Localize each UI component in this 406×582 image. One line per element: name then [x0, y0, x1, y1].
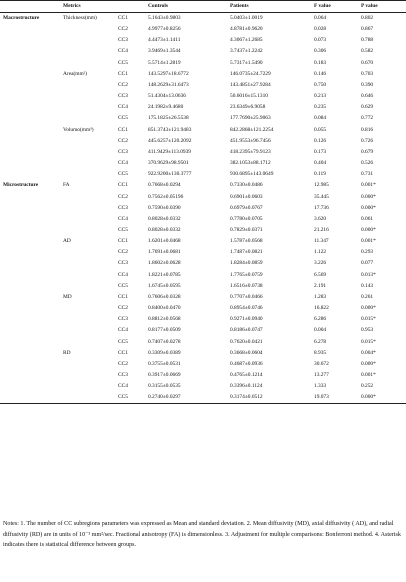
subregion-cell: CC5: [118, 338, 128, 345]
patients-cell: 930.6895±143.0649: [230, 171, 274, 178]
p-value-cell: 0.953: [361, 327, 374, 334]
p-value-cell: 0.867: [361, 26, 374, 33]
patients-cell: 418.2395±79.9123: [230, 148, 271, 155]
patients-cell: 1.7765±0.0759: [230, 271, 263, 278]
p-value-cell: 0.261: [361, 293, 374, 300]
group-cell: [0, 125, 60, 136]
controls-cell: 1.6201±0.0468: [148, 238, 181, 245]
subregion-cell: CC5: [118, 226, 128, 233]
subregion-cell: CC3: [118, 204, 128, 211]
subregion-cell: CC4: [118, 327, 128, 334]
table-row: [0, 58, 406, 69]
group-cell: [0, 147, 60, 158]
f-value-cell: 1.283: [314, 293, 327, 300]
table-row: [0, 303, 406, 314]
metric-cell: [60, 80, 115, 91]
table-row: [0, 113, 406, 124]
table-row: [0, 247, 406, 258]
subregion-cell: CC4: [118, 160, 128, 167]
metric-cell: [60, 169, 115, 180]
subregion-cell: CC1: [118, 238, 128, 245]
metric-cell: Volumo(mm³): [63, 126, 94, 133]
table-row: [0, 203, 406, 214]
group-cell: [0, 359, 60, 370]
f-value-cell: 0.173: [314, 148, 327, 155]
f-value-cell: 0.064: [314, 15, 327, 21]
p-value-cell: 0.077: [361, 260, 374, 267]
controls-cell: 148.2629±31.6473: [148, 81, 189, 88]
patients-cell: 0.6979±0.0767: [230, 204, 263, 211]
group-cell: [0, 281, 60, 292]
metric-cell: [60, 337, 115, 348]
controls-cell: 0.3755±0.0531: [148, 360, 181, 367]
p-value-cell: 0.001*: [361, 372, 376, 378]
controls-cell: 0.8812±0.0568: [148, 316, 181, 323]
metric-cell: [60, 35, 115, 46]
metric-cell: [60, 136, 115, 147]
subregion-cell: CC5: [118, 171, 128, 178]
p-value-cell: 0.582: [361, 48, 374, 55]
p-value-cell: 0.772: [361, 115, 374, 122]
f-value-cell: 0.119: [314, 171, 326, 178]
group-cell: [0, 203, 60, 214]
metric-cell: [60, 158, 115, 169]
controls-cell: 0.7562±0.05196: [148, 193, 184, 200]
column-header: Metrics: [60, 1, 115, 13]
patients-cell: 5.7317±1.5490: [230, 59, 263, 66]
patients-cell: 23.6349±6.9058: [230, 104, 266, 111]
patients-cell: 0.7707±0.0466: [230, 293, 263, 300]
patients-cell: 0.7780±0.0705: [230, 215, 263, 222]
subregion-cell: CC5: [118, 59, 128, 66]
metric-cell: Area(mm²): [63, 70, 88, 77]
subregion-cell: CC2: [118, 81, 128, 88]
f-value-cell: 17.736: [314, 204, 329, 211]
metric-cell: [60, 147, 115, 158]
controls-cell: 3.9469±1.3544: [148, 48, 181, 55]
group-cell: [0, 35, 60, 46]
subregion-cell: CC1: [118, 15, 128, 21]
controls-cell: 175.1825±26.5538: [148, 115, 189, 122]
table-row: [0, 13, 406, 25]
table-row: [0, 381, 406, 392]
controls-cell: 0.7590±0.0390: [148, 204, 181, 211]
controls-cell: 370.9629±98.9501: [148, 160, 189, 167]
patients-cell: 0.7620±0.0421: [230, 338, 263, 345]
header-row: [0, 1, 406, 13]
column-header: Patients: [227, 1, 311, 13]
controls-cell: 922.9200±130.3777: [148, 171, 192, 178]
table-row: [0, 225, 406, 236]
group-cell: [0, 348, 60, 359]
f-value-cell: 0.084: [314, 115, 327, 122]
subregion-cell: CC5: [118, 282, 128, 289]
controls-cell: 0.3309±0.0389: [148, 349, 181, 356]
f-value-cell: 13.277: [314, 372, 329, 378]
group-cell: [0, 314, 60, 325]
f-value-cell: 1.122: [314, 249, 327, 256]
controls-cell: 1.6745±0.0595: [148, 282, 181, 289]
f-value-cell: 8.935: [314, 349, 327, 356]
metric-cell: RD: [63, 349, 71, 356]
controls-cell: 51.4304±13.0636: [148, 93, 186, 100]
p-value-cell: 0.670: [361, 59, 374, 66]
table-row: [0, 214, 406, 225]
group-cell: [0, 102, 60, 113]
f-value-cell: 0.404: [314, 160, 327, 167]
group-cell: [0, 113, 60, 124]
table-row: [0, 35, 406, 46]
metric-cell: [60, 270, 115, 281]
column-header: P value: [358, 1, 406, 13]
subregion-cell: CC3: [118, 372, 128, 378]
metric-cell: Thickness(mm): [63, 15, 97, 21]
column-header: [115, 1, 145, 13]
table-row: [0, 370, 406, 381]
table-row: [0, 359, 406, 370]
f-value-cell: 0.126: [314, 137, 327, 144]
p-value-cell: 0.001*: [361, 238, 376, 245]
group-cell: [0, 192, 60, 203]
patients-cell: 0.3174±0.0512: [227, 392, 311, 404]
p-value-cell: 0.703: [361, 70, 374, 77]
table-row: [0, 46, 406, 57]
table-row: [0, 180, 406, 191]
p-value-cell: 0.802: [361, 15, 374, 21]
patients-cell: 0.3396±0.1124: [230, 383, 263, 390]
patients-cell: 4.3067±1.2685: [230, 37, 263, 44]
group-cell: Macrostructure: [3, 15, 40, 21]
p-value-cell: 0.731: [361, 171, 374, 178]
table-row: [0, 348, 406, 359]
patients-cell: 0.7829±0.0371: [230, 226, 263, 233]
controls-cell: 5.5714±1.2819: [148, 59, 181, 66]
p-value-cell: 0.000*: [361, 226, 376, 233]
controls-cell: 4.4473±1.1411: [148, 37, 181, 44]
table-row: [0, 314, 406, 325]
f-value-cell: 3.226: [314, 260, 327, 267]
subregion-cell: CC2: [118, 360, 128, 367]
f-value-cell: 0.183: [314, 59, 327, 66]
p-value-cell: 0.015*: [361, 316, 376, 323]
f-value-cell: 1.333: [314, 383, 327, 390]
controls-cell: 4.9977±0.8256: [148, 26, 181, 33]
patients-cell: 1.5787±0.0568: [230, 238, 263, 245]
subregion-cell: CC5: [115, 392, 145, 404]
group-cell: [0, 303, 60, 314]
table-header: [0, 1, 406, 13]
column-header: [0, 1, 60, 13]
group-cell: [0, 236, 60, 247]
controls-cell: 24.1982±9.4680: [148, 104, 184, 111]
table-row: [0, 325, 406, 336]
subregion-cell: CC4: [118, 271, 128, 278]
group-cell: [0, 381, 60, 392]
table-row: [0, 270, 406, 281]
metric-cell: MD: [63, 293, 72, 300]
subregion-cell: CC4: [118, 48, 128, 55]
table-row: [0, 169, 406, 180]
metric-cell: [60, 247, 115, 258]
metric-cell: [60, 314, 115, 325]
patients-cell: 842.2868±121.2254: [230, 126, 274, 133]
p-value-cell: 0.000*: [361, 193, 376, 200]
subregion-cell: CC3: [118, 93, 128, 100]
group-cell: [0, 69, 60, 80]
metric-cell: [60, 325, 115, 336]
column-header: F value: [311, 1, 358, 13]
subregion-cell: CC5: [118, 115, 128, 122]
metric-cell: [60, 46, 115, 57]
f-value-cell: 11.347: [314, 238, 329, 245]
table-body: [0, 13, 406, 404]
f-value-cell: 0.750: [314, 81, 327, 88]
table-row: [0, 236, 406, 247]
group-cell: [0, 136, 60, 147]
group-cell: [0, 370, 60, 381]
p-value-cell: 0.252: [361, 383, 374, 390]
patients-cell: 451.9553±96.7456: [230, 137, 271, 144]
patients-cell: 0.3668±0.0604: [230, 349, 263, 356]
metric-cell: [60, 281, 115, 292]
metric-cell: [60, 58, 115, 69]
patients-cell: 0.9271±0.0940: [230, 316, 263, 323]
column-header: Controls: [145, 1, 227, 13]
p-value-cell: 0.526: [361, 160, 374, 167]
controls-cell: 445.6257±120.2092: [148, 137, 192, 144]
subregion-cell: CC1: [118, 70, 128, 77]
patients-cell: 0.7330±0.0486: [230, 182, 263, 189]
group-cell: [0, 80, 60, 91]
patients-cell: 1.8284±0.0859: [230, 260, 263, 267]
patients-cell: 1.6516±0.0738: [230, 282, 263, 289]
patients-cell: 3.7437±1.2242: [230, 48, 263, 55]
subregion-cell: CC2: [118, 137, 128, 144]
controls-cell: 0.7407±0.0278: [148, 338, 181, 345]
table-row: [0, 147, 406, 158]
controls-cell: 0.3917±0.0669: [148, 372, 181, 378]
group-cell: [0, 169, 60, 180]
f-value-cell: 0.213: [314, 93, 327, 100]
controls-cell: 0.8028±0.0332: [148, 226, 181, 233]
f-value-cell: 0.028: [314, 26, 327, 33]
group-cell: [0, 392, 60, 404]
group-cell: [0, 258, 60, 269]
metric-cell: [60, 203, 115, 214]
f-value-cell: 19.073: [311, 392, 358, 404]
controls-cell: 0.8177±0.0509: [148, 327, 181, 334]
subregion-cell: CC2: [118, 26, 128, 33]
p-value-cell: 0.000*: [361, 305, 376, 312]
patients-cell: 0.8186±0.0747: [230, 327, 263, 334]
group-cell: [0, 158, 60, 169]
patients-cell: 50.6016±15.1310: [230, 93, 268, 100]
table-row: [0, 24, 406, 35]
group-cell: [0, 270, 60, 281]
metric-cell: [60, 214, 115, 225]
metric-cell: [60, 258, 115, 269]
group-cell: [0, 292, 60, 303]
subregion-cell: CC1: [118, 293, 128, 300]
metric-cell: [60, 303, 115, 314]
f-value-cell: 21.216: [314, 226, 329, 233]
subregion-cell: CC4: [118, 104, 128, 111]
subregion-cell: CC2: [118, 193, 128, 200]
subregion-cell: CC1: [118, 126, 128, 133]
table-row: [0, 80, 406, 91]
patients-cell: 0.8954±0.0746: [230, 305, 263, 312]
table-row: [0, 125, 406, 136]
p-value-cell: 0.000*: [358, 392, 406, 404]
table-row: [0, 258, 406, 269]
subregion-cell: CC3: [118, 148, 128, 155]
controls-cell: 0.8028±0.0332: [148, 215, 181, 222]
controls-cell: 0.7606±0.0328: [148, 293, 181, 300]
f-value-cell: 6.278: [314, 338, 327, 345]
table-row: [0, 192, 406, 203]
metric-cell: [60, 192, 115, 203]
patients-cell: 143.4851±27.9284: [230, 81, 271, 88]
p-value-cell: 0.788: [361, 37, 374, 44]
metric-cell: [60, 102, 115, 113]
controls-cell: 1.8221±0.0785: [148, 271, 181, 278]
metric-cell: FA: [63, 182, 70, 189]
f-value-cell: 0.235: [314, 104, 327, 111]
p-value-cell: 0.004*: [361, 349, 376, 356]
p-value-cell: 0.000*: [361, 360, 376, 367]
f-value-cell: 2.191: [314, 282, 327, 289]
p-value-cell: 0.390: [361, 81, 374, 88]
table-row: [0, 102, 406, 113]
group-cell: [0, 24, 60, 35]
p-value-cell: 0.629: [361, 104, 374, 111]
patients-cell: 0.6901±0.0603: [230, 193, 263, 200]
metric-cell: [60, 113, 115, 124]
metric-cell: [60, 24, 115, 35]
controls-cell: 0.3155±0.0535: [148, 383, 181, 390]
metric-cell: [60, 392, 115, 404]
p-value-cell: 0.061: [361, 215, 374, 222]
controls-cell: 1.7691±0.0681: [148, 249, 181, 256]
table-row: [0, 337, 406, 348]
p-value-cell: 0.001*: [361, 182, 376, 189]
group-cell: [0, 325, 60, 336]
f-value-cell: 0.306: [314, 48, 327, 55]
f-value-cell: 0.055: [314, 126, 327, 133]
group-cell: [0, 91, 60, 102]
f-value-cell: 35.445: [314, 193, 329, 200]
table-row: [0, 91, 406, 102]
p-value-cell: 0.293: [361, 249, 374, 256]
controls-cell: 0.8400±0.0470: [148, 305, 181, 312]
group-cell: [0, 58, 60, 69]
table-row: [0, 69, 406, 80]
f-value-cell: 0.004: [314, 327, 327, 334]
controls-cell: 0.2740±0.0297: [145, 392, 227, 404]
patients-cell: 177.7690±25.9063: [230, 115, 271, 122]
f-value-cell: 6.569: [314, 271, 327, 278]
p-value-cell: 0.816: [361, 126, 374, 133]
patients-cell: 5.0403±1.0019: [230, 15, 263, 21]
table-notes: Notes: 1. The number of CC subregions parameters was expressed as Mean and standard deviation. 2. Mean diffusivity (MD), axial diffusivity ( AD), and radial diffusivity (RD) are in units of 10⁻³ mm²/sec. Fractional anisotropy (FA) is dimensionless. 3. Adjustment for multiple comparisons: Bonferroni method. 4. Asterisk indicates there is statistical difference between groups.: [3, 521, 401, 549]
p-value-cell: 0.726: [361, 137, 374, 144]
group-cell: Microstructure: [3, 182, 39, 189]
subregion-cell: CC3: [118, 37, 128, 44]
controls-cell: 1.8602±0.0628: [148, 260, 181, 267]
metric-cell: [60, 359, 115, 370]
f-value-cell: 12.985: [314, 182, 329, 189]
table-row: [0, 136, 406, 147]
f-value-cell: 6.286: [314, 316, 327, 323]
patients-cell: 146.0735±24.7229: [230, 70, 271, 77]
f-value-cell: 30.672: [314, 360, 329, 367]
f-value-cell: 0.073: [314, 37, 327, 44]
subregion-cell: CC3: [118, 260, 128, 267]
group-cell: [0, 214, 60, 225]
controls-cell: 851.3743±121.9483: [148, 126, 192, 133]
patients-cell: 382.1053±88.1712: [230, 160, 271, 167]
table-row: [0, 281, 406, 292]
p-value-cell: 0.679: [361, 148, 374, 155]
p-value-cell: 0.143: [361, 282, 374, 289]
group-cell: [0, 247, 60, 258]
p-value-cell: 0.646: [361, 93, 374, 100]
patients-cell: 4.8781±0.9620: [230, 26, 263, 33]
subregion-cell: CC4: [118, 215, 128, 222]
subregion-cell: CC3: [118, 316, 128, 323]
patients-cell: 1.7487±0.0821: [230, 249, 263, 256]
f-value-cell: 0.146: [314, 70, 327, 77]
metric-cell: [60, 381, 115, 392]
p-value-cell: 0.013*: [361, 271, 376, 278]
metric-cell: AD: [63, 238, 71, 245]
metric-cell: [60, 370, 115, 381]
f-value-cell: 3.620: [314, 215, 327, 222]
table-row: [0, 292, 406, 303]
table-row: [0, 392, 406, 404]
group-cell: [0, 337, 60, 348]
controls-cell: 0.7668±0.0294: [148, 182, 181, 189]
group-cell: [0, 225, 60, 236]
table-row: [0, 158, 406, 169]
controls-cell: 411.9429±113.0939: [148, 148, 191, 155]
controls-cell: 5.1643±0.9803: [148, 15, 181, 21]
subregion-cell: CC2: [118, 249, 128, 256]
metric-cell: [60, 91, 115, 102]
f-value-cell: 16.822: [314, 305, 329, 312]
controls-cell: 143.5297±18.6772: [148, 70, 189, 77]
metric-cell: [60, 225, 115, 236]
group-cell: [0, 46, 60, 57]
p-value-cell: 0.000*: [361, 204, 376, 211]
p-value-cell: 0.015*: [361, 338, 376, 345]
patients-cell: 0.4765±0.1214: [230, 372, 263, 378]
subregion-cell: CC1: [118, 182, 128, 189]
patients-cell: 0.4687±0.0936: [230, 360, 263, 367]
subregion-cell: CC4: [118, 383, 128, 390]
subregion-cell: CC1: [118, 349, 128, 356]
subregion-cell: CC2: [118, 305, 128, 312]
